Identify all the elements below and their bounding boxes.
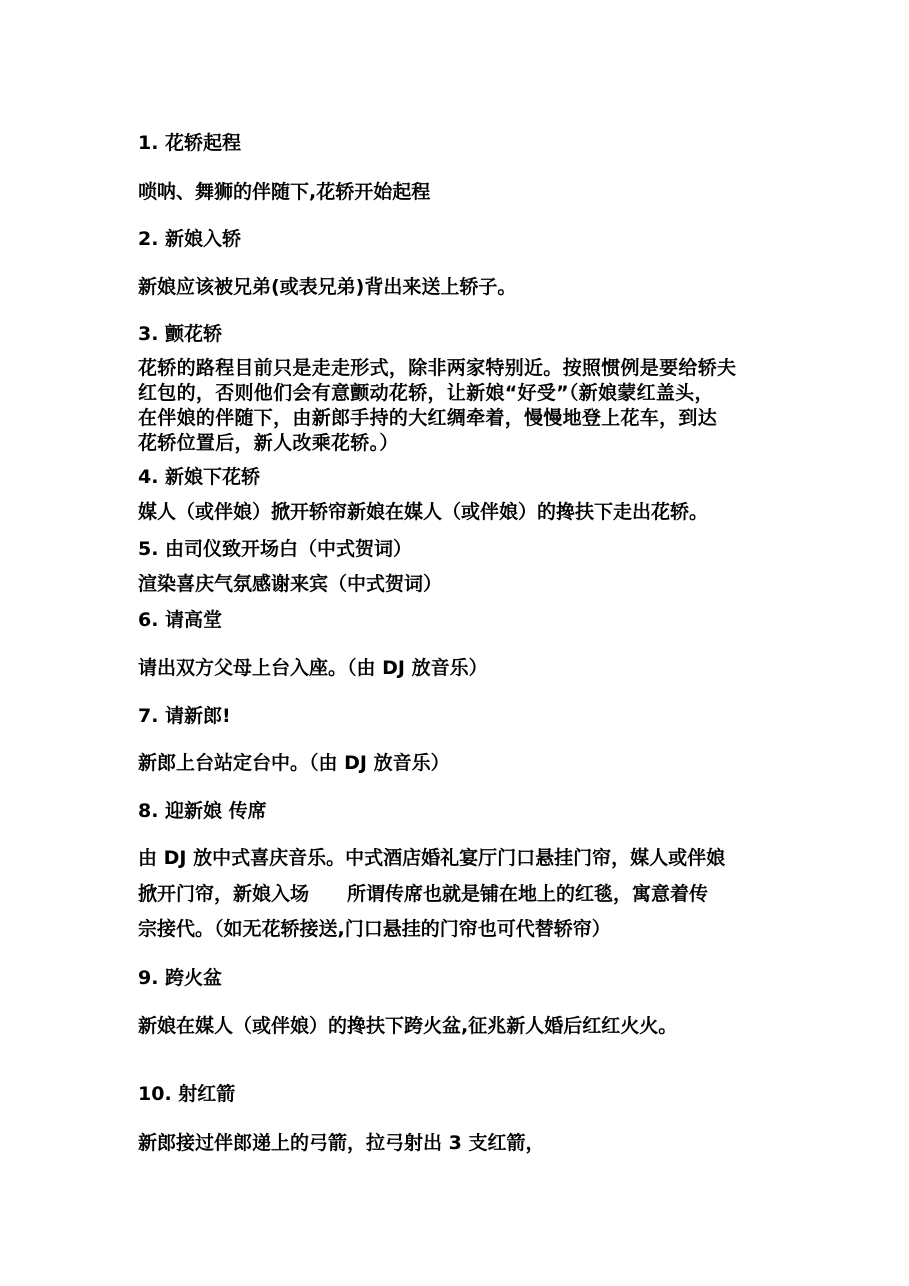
section-body-5-line-1: 渲染喜庆气氛感谢来宾（中式贺词）: [138, 573, 443, 595]
section-heading-2: 2. 新娘入轿: [138, 228, 242, 250]
section-body-3-line-2: 红包的，否则他们会有意颤动花轿，让新娘“好受”（新娘蒙红盖头，: [138, 382, 714, 404]
section-body-8-line-3: 宗接代。（如无花轿接送,门口悬挂的门帘也可代替轿帘）: [138, 918, 611, 940]
section-heading-8: 8. 迎新娘 传席: [138, 800, 267, 822]
section-body-2-line-1: 新娘应该被兄弟(或表兄弟)背出来送上轿子。: [138, 276, 517, 298]
section-heading-4: 4. 新娘下花轿: [138, 466, 261, 488]
section-heading-1: 1. 花轿起程: [138, 132, 242, 154]
section-body-6-line-1: 请出双方父母上台入座。（由 DJ 放音乐）: [138, 657, 488, 679]
section-heading-10: 10. 射红箭: [138, 1083, 236, 1105]
section-heading-5: 5. 由司仪致开场白（中式贺词）: [138, 538, 413, 560]
section-body-3-line-4: 花轿位置后，新人改乘花轿。）: [138, 432, 399, 454]
section-body-3-line-3: 在伴娘的伴随下，由新郎手持的大红绸牵着，慢慢地登上花车，到达: [138, 407, 718, 429]
section-heading-9: 9. 跨火盆: [138, 967, 223, 989]
section-body-1-line-1: 唢呐、舞狮的伴随下,花轿开始起程: [138, 181, 431, 203]
section-body-10-line-1: 新郎接过伴郎递上的弓箭，拉弓射出 3 支红箭，: [138, 1132, 545, 1154]
section-body-8-line-1: 由 DJ 放中式喜庆音乐。中式酒店婚礼宴厅门口悬挂门帘，媒人或伴娘: [138, 847, 726, 869]
section-heading-6: 6. 请高堂: [138, 609, 223, 631]
section-body-3-line-1: 花轿的路程目前只是走走形式，除非两家特别近。按照惯例是要给轿夫: [138, 357, 737, 379]
section-body-7-line-1: 新郎上台站定台中。（由 DJ 放音乐）: [138, 752, 450, 774]
section-heading-7: 7. 请新郎!: [138, 705, 231, 727]
section-heading-3: 3. 颤花轿: [138, 323, 223, 345]
section-body-9-line-1: 新娘在媒人（或伴娘）的搀扶下跨火盆,征兆新人婚后红红火火。: [138, 1015, 678, 1037]
section-body-4-line-1: 媒人（或伴娘）掀开轿帘新娘在媒人（或伴娘）的搀扶下走出花轿。: [138, 501, 709, 523]
section-body-8-line-2: 掀开门帘，新娘入场 所谓传席也就是铺在地上的红毯，寓意着传: [138, 883, 709, 905]
